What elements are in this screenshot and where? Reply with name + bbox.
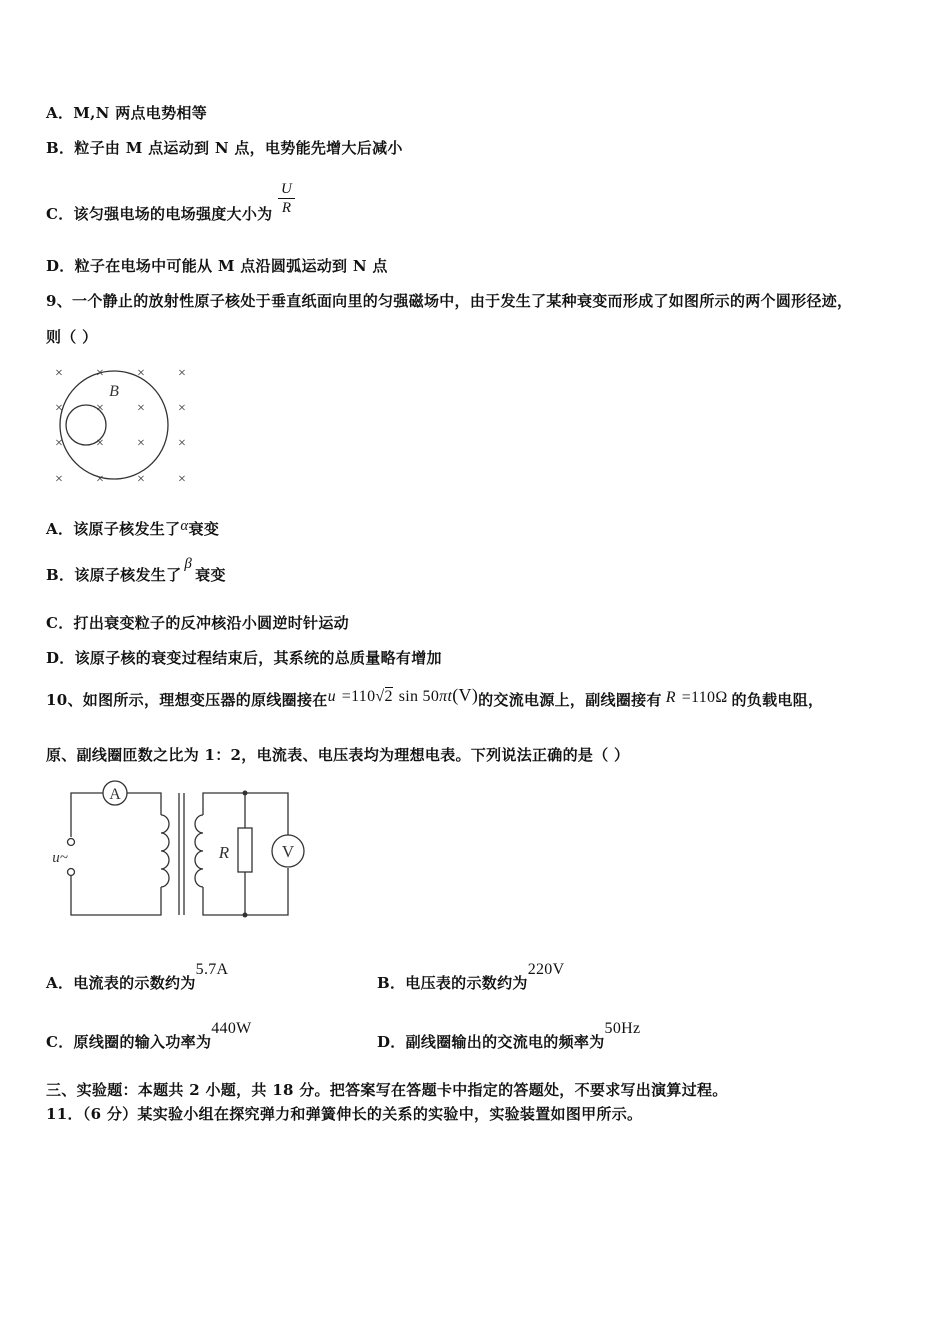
beta-symbol: β	[184, 556, 193, 572]
secondary-coil	[195, 815, 203, 887]
q10-stem-line1	[46, 685, 824, 710]
q10-option-b	[377, 961, 565, 993]
q9-option-a	[46, 518, 219, 539]
field-cross: ×	[96, 472, 104, 487]
resistance-value	[662, 687, 732, 706]
fraction-denominator: R	[281, 200, 292, 216]
q9-stem-line2: 则（ ）	[46, 328, 98, 346]
field-cross: ×	[178, 472, 186, 487]
q9-option-b	[46, 556, 226, 585]
q10-option-b-text: B．电压表的示数约为	[377, 974, 528, 992]
ammeter-label: A	[109, 786, 121, 803]
field-cross: ×	[55, 472, 63, 487]
q8-option-d: D．粒子在电场中可能从 M 点沿圆弧运动到 N 点	[46, 257, 388, 275]
resistor-symbol	[238, 828, 252, 872]
transformer-circuit-figure	[48, 780, 308, 920]
field-cross: ×	[178, 366, 186, 381]
q11-stem: 11．（6 分）某实验小组在探究弹力和弹簧伸长的关系的实验中，实验装置如图甲所示。	[46, 1105, 643, 1123]
field-cross: ×	[137, 436, 145, 451]
q10-option-d-text: D．副线圈输出的交流电的频率为	[377, 1033, 605, 1051]
field-cross: ×	[96, 401, 104, 416]
q10-option-c	[46, 1020, 252, 1052]
q10-option-c-value: 440W	[211, 1020, 252, 1037]
junction-dot	[243, 791, 248, 796]
q9-option-d: D．该原子核的衰变过程结束后，其系统的总质量略有增加	[46, 649, 442, 667]
q10-stem-line2: 原、副线圈匝数之比为 1：2，电流表、电压表均为理想电表。下列说法正确的是（ ）	[46, 746, 630, 764]
field-cross: ×	[137, 472, 145, 487]
fraction-numerator: U	[278, 180, 295, 199]
field-cross: ×	[55, 366, 63, 381]
alpha-symbol: α	[180, 518, 189, 534]
formula-u: u	[327, 688, 336, 705]
field-cross: ×	[96, 366, 104, 381]
q9-option-c: C．打出衰变粒子的反冲核沿小圆逆时针运动	[46, 614, 349, 632]
q10-option-c-text: C．原线圈的输入功率为	[46, 1033, 212, 1051]
q9-stem-line1: 9、一个静止的放射性原子核处于垂直纸面向里的匀强磁场中，由于发生了某种衰变而形成了如图所示的两个圆形径迹，	[46, 292, 853, 310]
formula-unit: (V)	[452, 685, 479, 705]
junction-dot	[243, 913, 248, 918]
q10-option-a-text: A．电流表的示数约为	[46, 974, 196, 992]
source-terminal	[68, 869, 75, 876]
field-cross: ×	[96, 436, 104, 451]
formula-eq: =110	[341, 688, 376, 705]
voltmeter-label: V	[281, 842, 295, 861]
resistance-symbol: R	[665, 689, 676, 706]
q8-option-a: A．M,N 两点电势相等	[46, 104, 207, 122]
small-track-circle	[66, 405, 106, 445]
formula-sqrt: √2	[375, 688, 393, 705]
resistance-number: =110Ω	[681, 689, 728, 706]
q10-option-b-value: 220V	[527, 961, 565, 978]
formula-pi-t: πt	[439, 688, 453, 705]
q8-option-c	[46, 180, 295, 223]
q9-option-b-post: 衰变	[195, 566, 226, 584]
field-cross: ×	[55, 436, 63, 451]
q10-stem-pre: 10、如图所示，理想变压器的原线圈接在	[46, 691, 328, 709]
field-cross: ×	[178, 436, 186, 451]
field-cross: ×	[178, 401, 186, 416]
resistor-label: R	[218, 843, 230, 862]
primary-wire	[71, 875, 161, 915]
q8-option-b: B．粒子由 M 点运动到 N 点，电势能先增大后减小	[46, 139, 403, 157]
q9-option-a-pre: A．该原子核发生了	[46, 520, 181, 538]
primary-wire	[71, 793, 103, 837]
q10-option-d	[377, 1020, 641, 1052]
q8-option-c-text: C．该匀强电场的电场强度大小为	[46, 204, 273, 223]
field-cross: ×	[55, 401, 63, 416]
q10-option-a	[46, 961, 229, 993]
q10-stem-post: 的负载电阻，	[731, 691, 824, 709]
primary-coil	[161, 815, 169, 887]
q10-option-a-value: 5.7A	[195, 961, 229, 978]
source-terminal	[68, 839, 75, 846]
field-strength-fraction	[278, 180, 295, 217]
field-label-b: B	[109, 383, 119, 400]
formula-sin: sin 50	[398, 688, 440, 705]
primary-wire	[127, 793, 161, 815]
q10-option-d-value: 50Hz	[604, 1020, 641, 1037]
section3-heading: 三、实验题：本题共 2 小题，共 18 分。把答案写在答题卡中指定的答题处，不要求写出演算过程。	[46, 1081, 728, 1099]
magnetic-field-track-figure	[46, 362, 206, 492]
field-cross: ×	[137, 401, 145, 416]
q9-option-a-post: 衰变	[188, 520, 220, 538]
field-cross: ×	[137, 366, 145, 381]
source-label: u~	[52, 850, 68, 866]
q9-option-b-pre: B．该原子核发生了	[46, 566, 182, 584]
q10-stem-mid: 的交流电源上，副线圈接有	[478, 691, 662, 709]
voltage-formula	[328, 686, 479, 705]
